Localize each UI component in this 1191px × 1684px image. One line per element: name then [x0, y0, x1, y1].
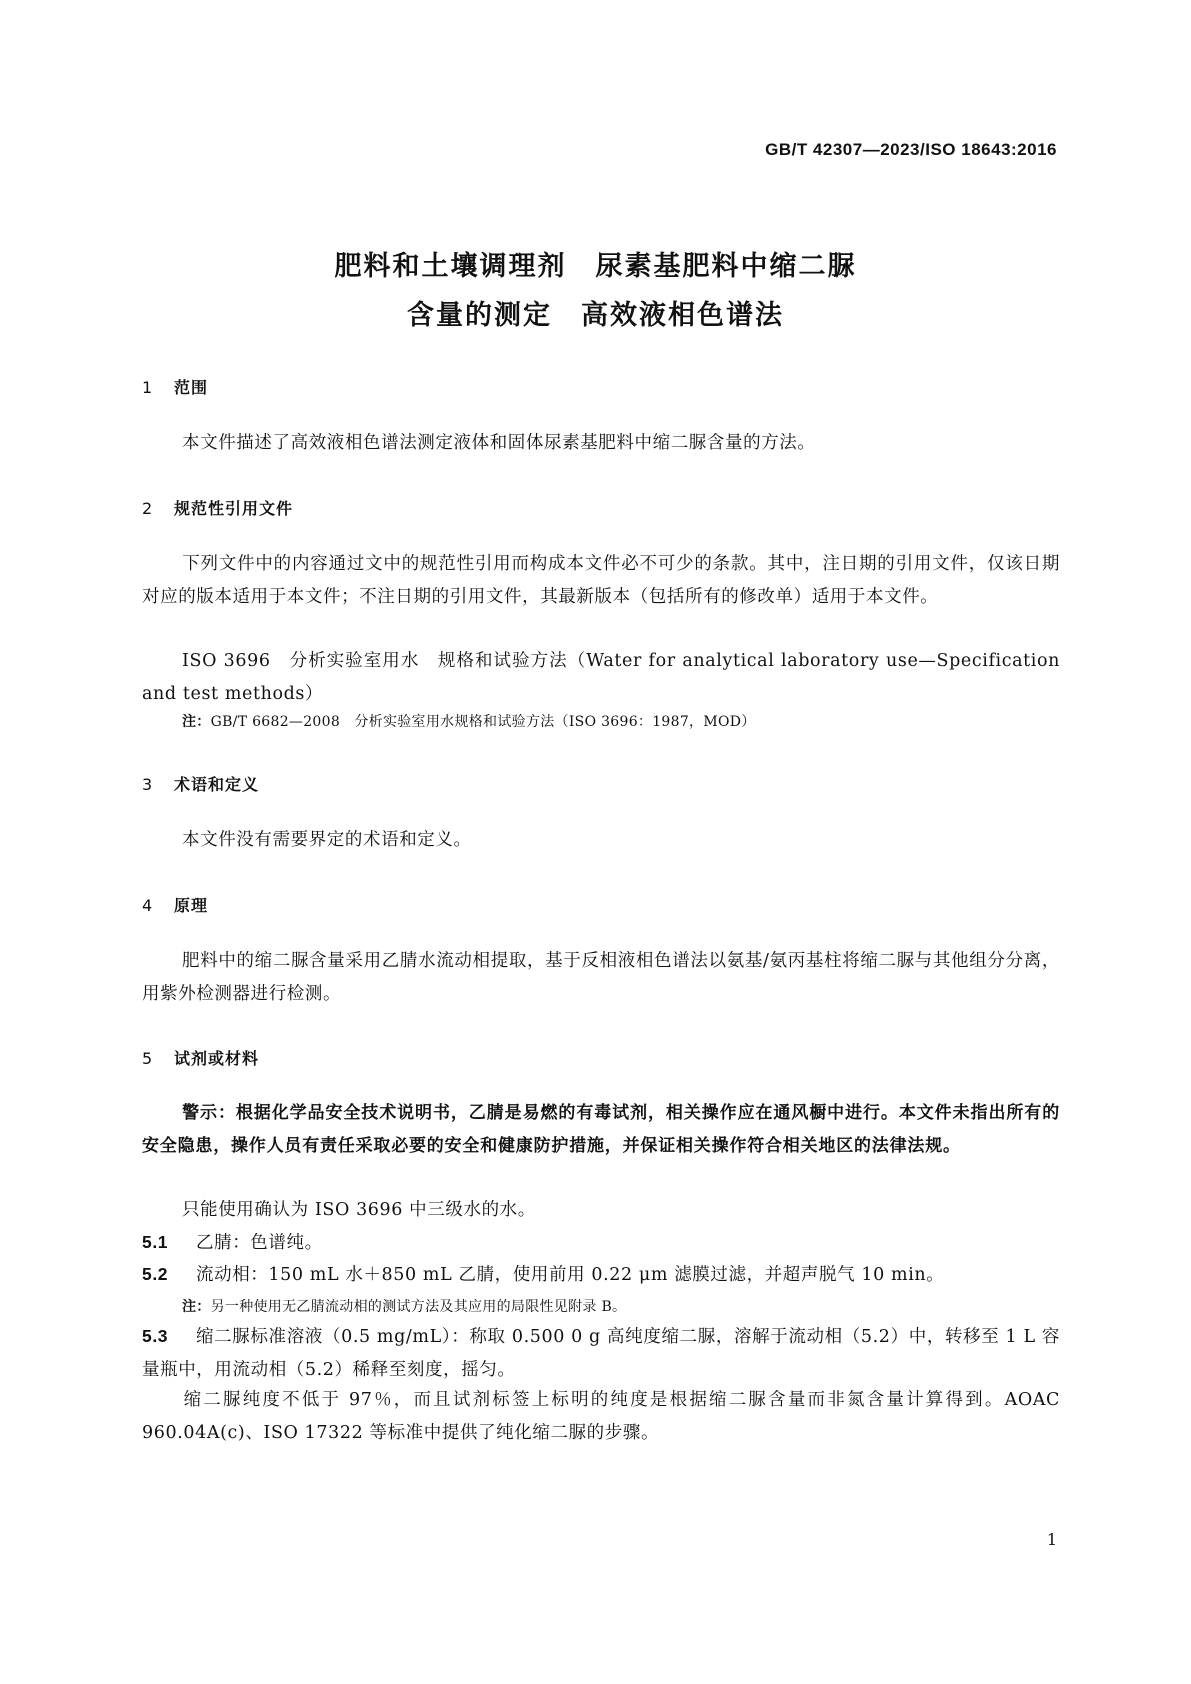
- section-number: 3: [142, 775, 154, 794]
- section-3-body: 本文件没有需要界定的术语和定义。: [182, 830, 472, 850]
- water-requirement: 只能使用确认为 ISO 3696 中三级水的水。: [182, 1200, 536, 1220]
- note-label: 注：: [182, 1299, 211, 1315]
- normative-reference: ISO 3696 分析实验室用水 规格和试验方法（Water for analytical laboratory use—Specification and test methods）: [142, 651, 1060, 704]
- safety-warning: 警示：根据化学品安全技术说明书，乙腈是易燃的有毒试剂，相关操作应在通风橱中进行。本文件未指出所有的安全隐患，操作人员有责任采取必要的安全和健康防护措施，并保证相关操作符合相关地区的法律法规。: [142, 1103, 1060, 1156]
- section-1-heading: [142, 375, 208, 398]
- document-title-line-1: 肥料和土壤调理剂 尿素基肥料中缩二脲: [334, 251, 857, 282]
- section-number: 1: [142, 378, 154, 397]
- section-1-body: 本文件描述了高效液相色谱法测定液体和固体尿素基肥料中缩二脲含量的方法。: [182, 433, 816, 453]
- item-number: 5.1: [142, 1232, 169, 1252]
- section-4-body: 肥料中的缩二脲含量采用乙腈水流动相提取，基于反相液相色谱法以氨基/氨丙基柱将缩二脲与其他组分分离，用紫外检测器进行检测。: [142, 951, 1060, 1004]
- section-title: 规范性引用文件: [174, 499, 294, 518]
- document-title-line-2: 含量的测定 高效液相色谱法: [407, 300, 784, 331]
- section-5-note: 注：另一种使用无乙腈流动相的测试方法及其应用的局限性见附录 B。: [182, 1299, 627, 1315]
- section-number: 5: [142, 1049, 154, 1068]
- item-number: 5.3: [142, 1326, 169, 1346]
- section-number: 4: [142, 896, 154, 915]
- section-title: 原理: [174, 896, 209, 915]
- section-2-heading: [142, 496, 293, 519]
- page-number: 1: [1046, 1530, 1057, 1549]
- item-5-1: 5.1 乙腈：色谱纯。: [142, 1226, 1060, 1260]
- purity-statement: 缩二脲纯度不低于 97％，而且试剂标签上标明的纯度是根据缩二脲含量而非氮含量计算得到。AOAC 960.04A(c)、ISO 17322 等标准中提供了纯化缩二脲的步骤。: [142, 1390, 1060, 1443]
- section-5-heading: [142, 1046, 259, 1069]
- note-label: 注：: [182, 714, 211, 730]
- section-title: 试剂或材料: [174, 1049, 260, 1068]
- section-2-note: 注：GB/T 6682—2008 分析实验室用水规格和试验方法（ISO 3696：1987，MOD）: [182, 714, 756, 730]
- item-number: 5.2: [142, 1264, 169, 1284]
- standard-code: GB/T 42307—2023/ISO 18643:2016: [765, 140, 1057, 159]
- section-3-heading: [142, 772, 259, 795]
- item-5-2: 5.2 流动相：150 mL 水＋850 mL 乙腈，使用前用 0.22 μm 滤膜过滤，并超声脱气 10 min。: [142, 1258, 1060, 1292]
- item-5-3: 5.3 缩二脲标准溶液（0.5 mg/mL）：称取 0.500 0 g 高纯度缩二脲，溶解于流动相（5.2）中，转移至 1 L 容量瓶中，用流动相（5.2）稀释至刻度，摇匀。: [142, 1320, 1060, 1386]
- section-4-heading: [142, 893, 208, 916]
- section-title: 范围: [174, 378, 209, 397]
- section-number: 2: [142, 499, 154, 518]
- section-2-body: 下列文件中的内容通过文中的规范性引用而构成本文件必不可少的条款。其中，注日期的引用文件，仅该日期对应的版本适用于本文件；不注日期的引用文件，其最新版本（包括所有的修改单）适用于本文件。: [142, 554, 1060, 607]
- section-title: 术语和定义: [174, 775, 260, 794]
